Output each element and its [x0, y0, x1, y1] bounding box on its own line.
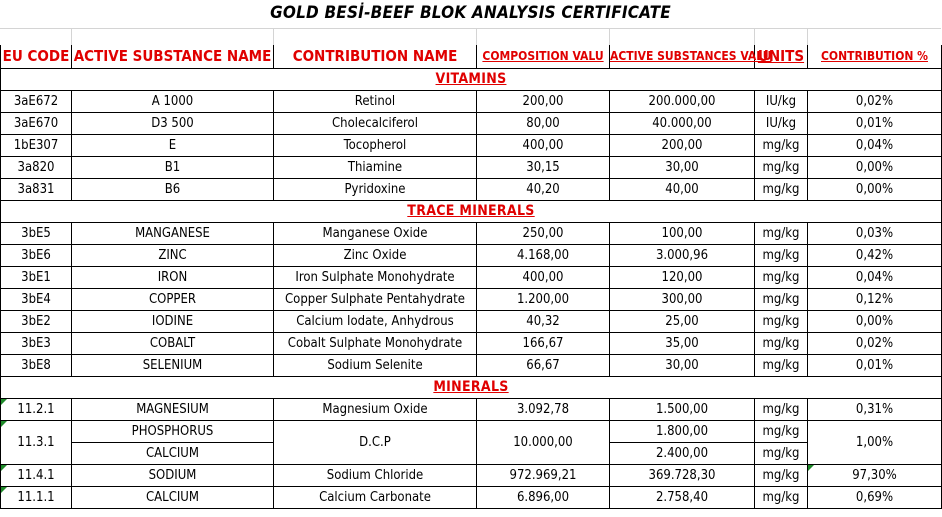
eu-code-cell: 3bE3 [1, 333, 72, 355]
contribution-cell: Tocopherol [274, 135, 477, 157]
percent-cell: 0,00% [808, 179, 942, 201]
contribution-cell: Iron Sulphate Monohydrate [274, 267, 477, 289]
substance-cell: SELENIUM [72, 355, 274, 377]
substance-cell: SODIUM [72, 465, 274, 487]
grid-line [273, 28, 274, 45]
composition-cell: 166,67 [477, 333, 610, 355]
eu-code-cell: 3bE8 [1, 355, 72, 377]
table-row [1, 487, 942, 509]
active-value-cell: 120,00 [610, 267, 755, 289]
eu-code-cell [1, 465, 72, 487]
active-value-cell: 200.000,00 [610, 91, 755, 113]
substance-cell: B1 [72, 157, 274, 179]
table-row [1, 267, 942, 289]
active-value-cell: 2.400,00 [610, 443, 755, 465]
table-row [1, 135, 942, 157]
eu-code-cell: 3bE4 [1, 289, 72, 311]
percent-cell: 0,02% [808, 91, 942, 113]
section-row-minerals [1, 377, 942, 399]
percent-cell: 0,03% [808, 223, 942, 245]
unit-cell: mg/kg [755, 157, 808, 179]
table-row [1, 157, 942, 179]
contribution-cell: Pyridoxine [274, 179, 477, 201]
eu-code-cell [1, 421, 72, 465]
composition-cell: 80,00 [477, 113, 610, 135]
unit-cell: mg/kg [755, 245, 808, 267]
section-row-vitamins [1, 69, 942, 91]
percent-cell: 0,04% [808, 267, 942, 289]
unit-cell: mg/kg [755, 135, 808, 157]
eu-code-cell: 3bE5 [1, 223, 72, 245]
contribution-cell: Manganese Oxide [274, 223, 477, 245]
unit-cell: mg/kg [755, 443, 808, 465]
contribution-cell: Zinc Oxide [274, 245, 477, 267]
active-value-cell: 40.000,00 [610, 113, 755, 135]
substance-cell: CALCIUM [72, 443, 274, 465]
table-row [1, 289, 942, 311]
contribution-cell: Calcium Iodate, Anhydrous [274, 311, 477, 333]
eu-code-cell: 3aE670 [1, 113, 72, 135]
table-row [1, 421, 942, 443]
active-value-cell: 25,00 [610, 311, 755, 333]
unit-cell: mg/kg [755, 487, 808, 509]
table-row [1, 113, 942, 135]
unit-cell: mg/kg [755, 289, 808, 311]
contribution-cell: Calcium Carbonate [274, 487, 477, 509]
active-value-cell: 2.758,40 [610, 487, 755, 509]
table-row [1, 245, 942, 267]
composition-cell: 40,32 [477, 311, 610, 333]
contribution-cell: Thiamine [274, 157, 477, 179]
contribution-cell: Sodium Selenite [274, 355, 477, 377]
percent-text: 97,30% [852, 468, 897, 483]
grid-line [609, 28, 610, 45]
percent-cell [808, 465, 942, 487]
composition-cell: 66,67 [477, 355, 610, 377]
active-value-cell: 369.728,30 [610, 465, 755, 487]
eu-code-cell: 3aE672 [1, 91, 72, 113]
table-row [1, 91, 942, 113]
unit-cell: IU/kg [755, 113, 808, 135]
unit-cell: mg/kg [755, 267, 808, 289]
percent-cell: 0,04% [808, 135, 942, 157]
substance-cell: CALCIUM [72, 487, 274, 509]
substance-cell: E [72, 135, 274, 157]
percent-cell: 0,01% [808, 113, 942, 135]
substance-cell: MANGANESE [72, 223, 274, 245]
composition-cell: 250,00 [477, 223, 610, 245]
grid-line [0, 28, 941, 29]
table-row [1, 333, 942, 355]
contribution-cell: D.C.P [274, 421, 477, 465]
eu-code-cell: 3a820 [1, 157, 72, 179]
table-row [1, 311, 942, 333]
col-header-units: UNITS [755, 45, 808, 69]
composition-cell: 1.200,00 [477, 289, 610, 311]
eu-code-cell: 3a831 [1, 179, 72, 201]
percent-cell: 0,01% [808, 355, 942, 377]
active-value-cell: 100,00 [610, 223, 755, 245]
composition-cell: 972.969,21 [477, 465, 610, 487]
col-header-active-substances-value: ACTIVE SUBSTANCES VALU [610, 45, 755, 69]
grid-line [71, 28, 72, 45]
eu-code-text: 11.4.1 [17, 468, 55, 483]
active-value-cell: 30,00 [610, 157, 755, 179]
col-header-eu-code: EU CODE [1, 45, 72, 69]
percent-cell: 0,42% [808, 245, 942, 267]
col-header-contribution-name: CONTRIBUTION NAME [274, 45, 477, 69]
substance-cell: D3 500 [72, 113, 274, 135]
substance-cell: ZINC [72, 245, 274, 267]
col-header-composition-value: COMPOSITION VALU [477, 45, 610, 69]
substance-cell: IODINE [72, 311, 274, 333]
cell-note-marker-icon [1, 465, 7, 471]
composition-cell: 10.000,00 [477, 421, 610, 465]
substance-cell: A 1000 [72, 91, 274, 113]
unit-cell: mg/kg [755, 179, 808, 201]
active-value-cell: 1.500,00 [610, 399, 755, 421]
section-title-vitamins: VITAMINS [1, 69, 942, 91]
table-row [1, 179, 942, 201]
active-value-cell: 40,00 [610, 179, 755, 201]
substance-cell: B6 [72, 179, 274, 201]
substance-cell: PHOSPHORUS [72, 421, 274, 443]
unit-cell: mg/kg [755, 465, 808, 487]
eu-code-text: 11.1.1 [17, 490, 55, 505]
composition-cell: 200,00 [477, 91, 610, 113]
percent-cell: 0,02% [808, 333, 942, 355]
grid-line [476, 28, 477, 45]
section-row-trace-minerals [1, 201, 942, 223]
unit-cell: mg/kg [755, 223, 808, 245]
unit-cell: mg/kg [755, 311, 808, 333]
grid-line [807, 28, 808, 45]
active-value-cell: 35,00 [610, 333, 755, 355]
eu-code-cell [1, 487, 72, 509]
substance-cell: COBALT [72, 333, 274, 355]
eu-code-cell: 3bE1 [1, 267, 72, 289]
active-value-cell: 200,00 [610, 135, 755, 157]
certificate-title: GOLD BESİ-BEEF BLOK ANALYSIS CERTIFICATE [270, 3, 671, 23]
eu-code-cell: 3bE2 [1, 311, 72, 333]
table-row [1, 223, 942, 245]
header-row [1, 45, 942, 69]
contribution-cell: Cholecalciferol [274, 113, 477, 135]
eu-code-cell: 3bE6 [1, 245, 72, 267]
section-title-trace-minerals: TRACE MINERALS [1, 201, 942, 223]
composition-cell: 40,20 [477, 179, 610, 201]
contribution-cell: Sodium Chloride [274, 465, 477, 487]
table-row [1, 399, 942, 421]
percent-cell: 0,00% [808, 157, 942, 179]
percent-cell: 0,31% [808, 399, 942, 421]
cell-note-marker-icon [808, 465, 814, 471]
eu-code-cell [1, 399, 72, 421]
contribution-cell: Copper Sulphate Pentahydrate [274, 289, 477, 311]
active-value-cell: 1.800,00 [610, 421, 755, 443]
substance-cell: COPPER [72, 289, 274, 311]
unit-cell: mg/kg [755, 355, 808, 377]
composition-cell: 400,00 [477, 267, 610, 289]
active-value-cell: 300,00 [610, 289, 755, 311]
percent-cell: 1,00% [808, 421, 942, 465]
percent-cell: 0,69% [808, 487, 942, 509]
table-row [1, 355, 942, 377]
percent-cell: 0,00% [808, 311, 942, 333]
grid-line [754, 28, 755, 45]
contribution-cell: Magnesium Oxide [274, 399, 477, 421]
unit-cell: mg/kg [755, 421, 808, 443]
composition-cell: 6.896,00 [477, 487, 610, 509]
active-value-cell: 30,00 [610, 355, 755, 377]
cell-note-marker-icon [1, 487, 7, 493]
contribution-cell: Cobalt Sulphate Monohydrate [274, 333, 477, 355]
unit-cell: IU/kg [755, 91, 808, 113]
table-row [1, 465, 942, 487]
cell-note-marker-icon [1, 399, 7, 405]
unit-cell: mg/kg [755, 333, 808, 355]
active-value-cell: 3.000,96 [610, 245, 755, 267]
composition-cell: 30,15 [477, 157, 610, 179]
substance-cell: MAGNESIUM [72, 399, 274, 421]
cell-note-marker-icon [1, 421, 7, 427]
section-title-minerals: MINERALS [1, 377, 942, 399]
col-header-active-substance: ACTIVE SUBSTANCE NAME [72, 45, 274, 69]
composition-cell: 4.168,00 [477, 245, 610, 267]
analysis-table [0, 45, 942, 509]
eu-code-cell: 1bE307 [1, 135, 72, 157]
col-header-contribution-percent: CONTRIBUTION % [808, 45, 942, 69]
eu-code-text: 11.2.1 [17, 402, 55, 417]
contribution-cell: Retinol [274, 91, 477, 113]
composition-cell: 400,00 [477, 135, 610, 157]
eu-code-text: 11.3.1 [17, 435, 55, 450]
percent-cell: 0,12% [808, 289, 942, 311]
composition-cell: 3.092,78 [477, 399, 610, 421]
unit-cell: mg/kg [755, 399, 808, 421]
substance-cell: IRON [72, 267, 274, 289]
